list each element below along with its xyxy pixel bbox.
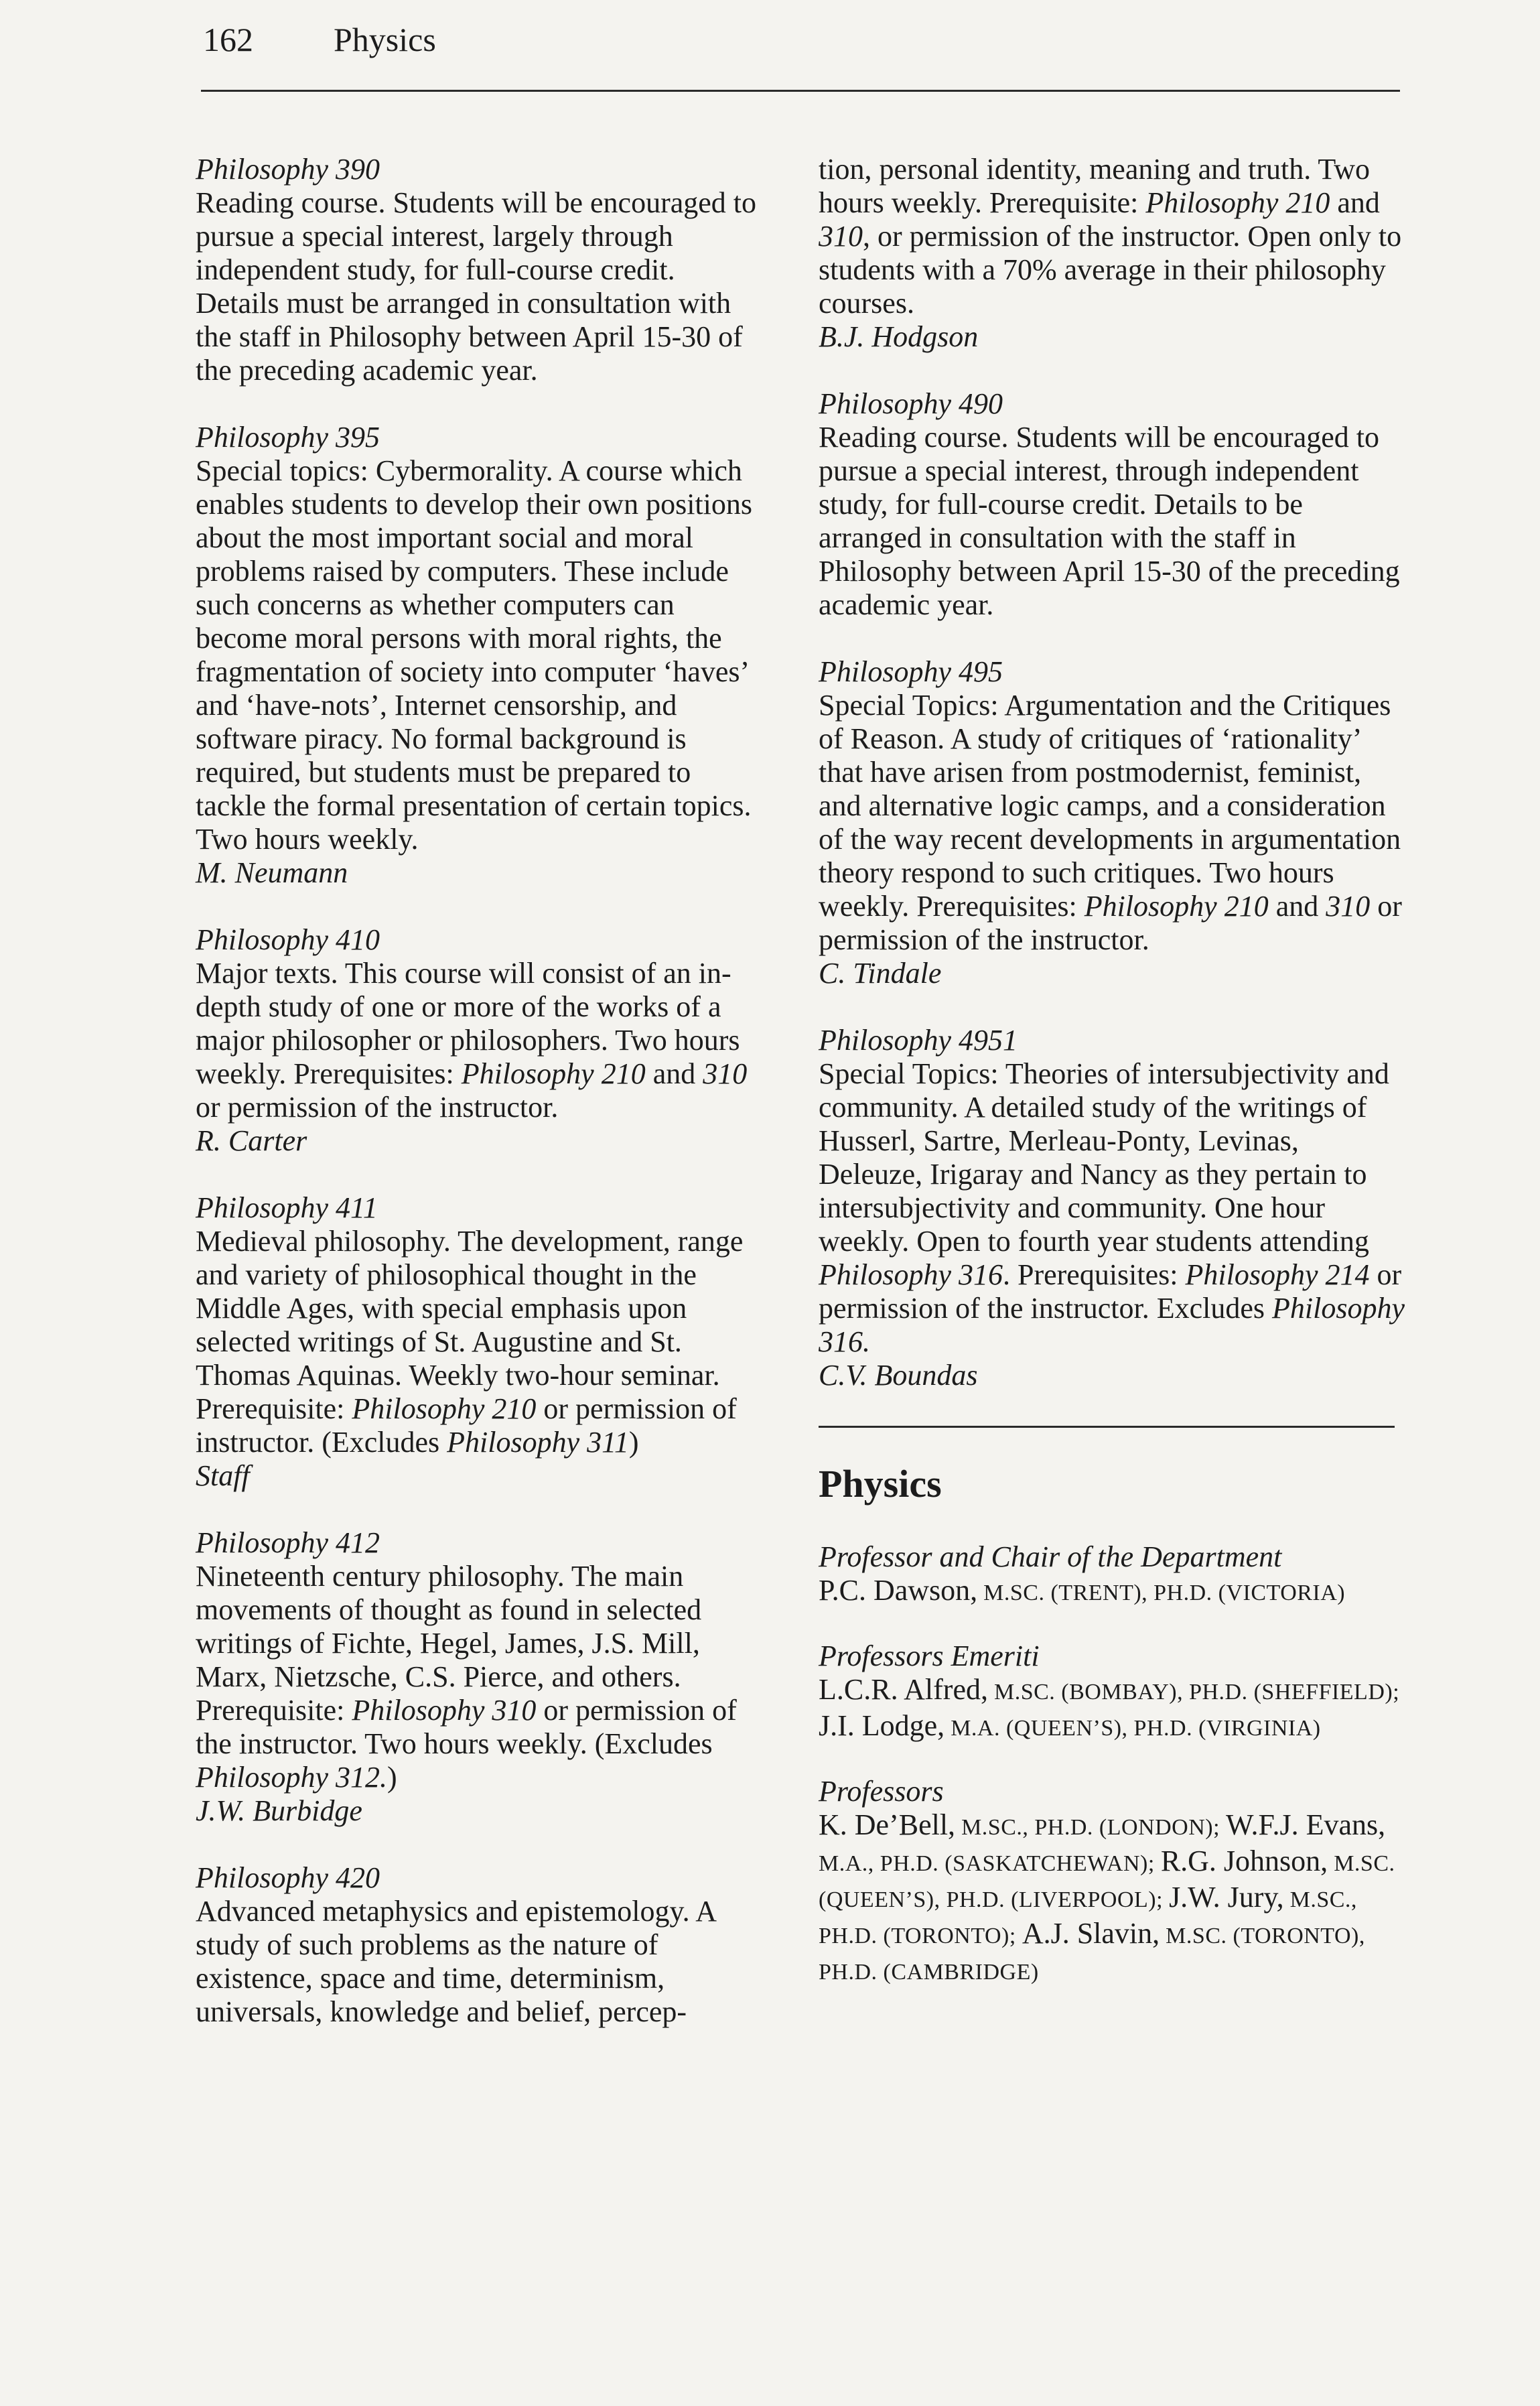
course-instructor: Staff	[196, 1459, 250, 1492]
course-reference: Philosophy 210	[1084, 890, 1269, 923]
course-description	[196, 1560, 765, 1794]
faculty-name: R.G. Johnson,	[1160, 1845, 1328, 1877]
course-reference: Philosophy 310	[352, 1694, 537, 1727]
description-text: or permission of the instructor. Two hours weekly. (Excludes	[196, 1694, 737, 1760]
course-description: Special topics: Cybermorality. A course which enables students to develop their own positions about the most important social and moral problems raised by computers. These include such concerns as whether computers can become moral persons with moral rights, the fragmentation of society into computer ‘haves’ and ‘have-nots’, Internet censorship, and software piracy. No formal background is required, but students must be prepared to tackle the formal presentation of certain topics. Two hours weekly.	[196, 454, 752, 856]
faculty-degrees: M.SC. (TRENT), PH.D. (VICTORIA)	[977, 1581, 1346, 1605]
course-description: Advanced metaphysics and epistemology. A study of such problems as the nature of existence, space and time, determinism, universals, knowledge and belief, percep-	[196, 1895, 715, 2028]
course-reference: Philosophy 316.	[819, 1292, 1405, 1358]
course-reference: 310	[703, 1057, 748, 1090]
course-reference: Philosophy 316	[819, 1258, 1003, 1291]
course-title: Philosophy 490	[819, 387, 1003, 420]
faculty-degrees: M.A., PH.D. (SASKATCHEWAN);	[819, 1851, 1161, 1876]
description-text: or permission of the instructor. Excludes	[819, 1258, 1402, 1325]
page-header	[198, 12, 1403, 86]
faculty-list	[819, 1673, 1408, 1745]
course-entry	[819, 387, 1408, 622]
course-reference: 310	[819, 220, 863, 253]
description-text: )	[387, 1761, 397, 1794]
course-reference: Philosophy 312.	[196, 1761, 387, 1794]
course-reference: Philosophy 214	[1185, 1258, 1370, 1291]
description-text: Special Topics: Theories of intersubjectivity and community. A detailed study of the writings of Husserl, Sartre, Merleau-Ponty, Levinas, Deleuze, Irigaray and Nancy as they pertain to intersubjectivity and community. One hour weekly. Open to fourth year students attending	[819, 1057, 1389, 1258]
course-title: Philosophy 410	[196, 923, 380, 956]
course-description	[819, 153, 1408, 320]
course-entry	[819, 1024, 1408, 1392]
course-entry	[196, 421, 765, 890]
faculty-degrees: M.SC.(QUEEN’S), PH.D. (LIVERPOOL);	[819, 1851, 1395, 1912]
description-text: Medieval philosophy. The development, range and variety of philosophical thought in the Middle Ages, with special emphasis upon selected writings of St. Augustine and St. Thomas Aquinas. Weekly two-hour seminar. Prerequisite:	[196, 1225, 744, 1425]
description-text: or permission of the instructor.	[196, 1091, 559, 1124]
course-title: Philosophy 495	[819, 655, 1003, 688]
description-text: Major texts. This course will consist of an in-depth study of one or more of the works of a major philosopher or philosophers. Two hours weekly. Prerequisites:	[196, 957, 740, 1090]
description-text: , or permission of the instructor. Open only to students with a 70% average in their philosophy courses.	[819, 220, 1402, 320]
course-title: Philosophy 420	[196, 1861, 380, 1894]
course-entry	[196, 1526, 765, 1828]
course-description	[196, 957, 765, 1124]
course-reference: 310	[1326, 890, 1371, 923]
course-title: Philosophy 412	[196, 1526, 380, 1559]
faculty-name: J.I. Lodge,	[819, 1709, 945, 1742]
faculty-degrees: M.SC., PH.D. (LONDON);	[955, 1815, 1227, 1840]
course-instructor: C.V. Boundas	[819, 1359, 978, 1392]
description-text: and	[1268, 890, 1326, 923]
header-rule	[201, 90, 1400, 92]
description-text: and	[645, 1057, 703, 1090]
course-instructor: M. Neumann	[196, 856, 348, 889]
faculty-degrees: M.SC. (BOMBAY), PH.D. (SHEFFIELD);	[987, 1680, 1400, 1705]
course-entry-continued	[819, 153, 1408, 354]
page-number: 162	[203, 21, 253, 58]
course-title: Philosophy 411	[196, 1191, 378, 1224]
description-text: . Prerequisites:	[1002, 1258, 1186, 1291]
faculty-degrees: M.SC. (TORONTO), PH.D. (CAMBRIDGE)	[819, 1924, 1365, 1985]
faculty-role-label: Professors	[819, 1775, 944, 1808]
course-entry	[196, 1191, 765, 1493]
faculty-list	[819, 1808, 1408, 1989]
faculty-degrees: M.A. (QUEEN’S), PH.D. (VIRGINIA)	[944, 1716, 1321, 1741]
right-column	[819, 153, 1408, 2019]
course-title: Philosophy 390	[196, 153, 380, 186]
description-text: Special Topics: Argumentation and the Critiques of Reason. A study of critiques of ‘rationality’ that have arisen from postmodernist, feminist, and alternative logic camps, and a consideration of the way recent developments in argumentation theory respond to such critiques. Two hours weekly. Prerequisites:	[819, 689, 1401, 923]
course-reference: Philosophy 210	[1145, 186, 1330, 219]
running-title: Physics	[334, 21, 436, 58]
course-instructor: J.W. Burbidge	[196, 1794, 362, 1827]
description-text: or permission of the instructor.	[819, 890, 1402, 956]
course-description: Reading course. Students will be encouraged to pursue a special interest, through independent study, for full-course credit. Details to be arranged in consultation with the staff in Philosophy between April 15-30 of the preceding academic year.	[819, 421, 1400, 621]
faculty-role-label: Professor and Chair of the Department	[819, 1540, 1282, 1573]
faculty-name: K. De’Bell,	[819, 1808, 956, 1841]
description-text: and	[1330, 186, 1380, 219]
description-text: )	[628, 1426, 639, 1459]
course-description	[196, 1225, 765, 1459]
course-instructor: R. Carter	[196, 1124, 307, 1157]
faculty-name: A.J. Slavin,	[1022, 1917, 1160, 1950]
course-description: Reading course. Students will be encouraged to pursue a special interest, largely through independent study, for full-course credit. Details must be arranged in consultation with the staff in Philosophy between April 15-30 of the preceding academic year.	[196, 186, 757, 387]
course-entry	[196, 923, 765, 1158]
faculty-name: L.C.R. Alfred,	[819, 1673, 988, 1706]
faculty-role-label: Professors Emeriti	[819, 1640, 1040, 1672]
faculty-name: W.F.J. Evans,	[1226, 1808, 1386, 1841]
course-instructor: C. Tindale	[819, 957, 942, 990]
course-entry	[196, 1861, 765, 2029]
course-entry	[819, 655, 1408, 990]
physics-section-heading: Physics	[819, 1462, 942, 1506]
course-reference: Philosophy 311	[447, 1426, 629, 1459]
description-text: tion, personal identity, meaning and truth. Two hours weekly. Prerequisite:	[819, 153, 1371, 219]
course-reference: Philosophy 210	[461, 1057, 646, 1090]
course-reference: Philosophy 210	[352, 1392, 537, 1425]
left-column	[196, 153, 765, 2062]
section-rule	[819, 1426, 1395, 1428]
course-entry	[196, 153, 765, 387]
faculty-name: J.W. Jury,	[1169, 1881, 1284, 1914]
faculty-emeriti	[819, 1640, 1408, 1745]
faculty-name: P.C. Dawson,	[819, 1574, 978, 1607]
course-title: Philosophy 4951	[819, 1024, 1018, 1057]
faculty-list	[819, 1574, 1408, 1610]
course-title: Philosophy 395	[196, 421, 380, 454]
faculty-degrees: M.SC., PH.D. (TORONTO);	[819, 1887, 1357, 1948]
course-description	[819, 1057, 1408, 1359]
course-description	[819, 689, 1408, 957]
description-text: or permission of instructor. (Excludes	[196, 1392, 737, 1459]
description-text: Nineteenth century philosophy. The main movements of thought as found in selected writings of Fichte, Hegel, James, J.S. Mill, Marx, Nietzsche, C.S. Pierce, and others. Prerequisite:	[196, 1560, 702, 1727]
course-instructor: B.J. Hodgson	[819, 320, 979, 353]
faculty-chair	[819, 1540, 1408, 1610]
faculty-professors	[819, 1775, 1408, 1989]
